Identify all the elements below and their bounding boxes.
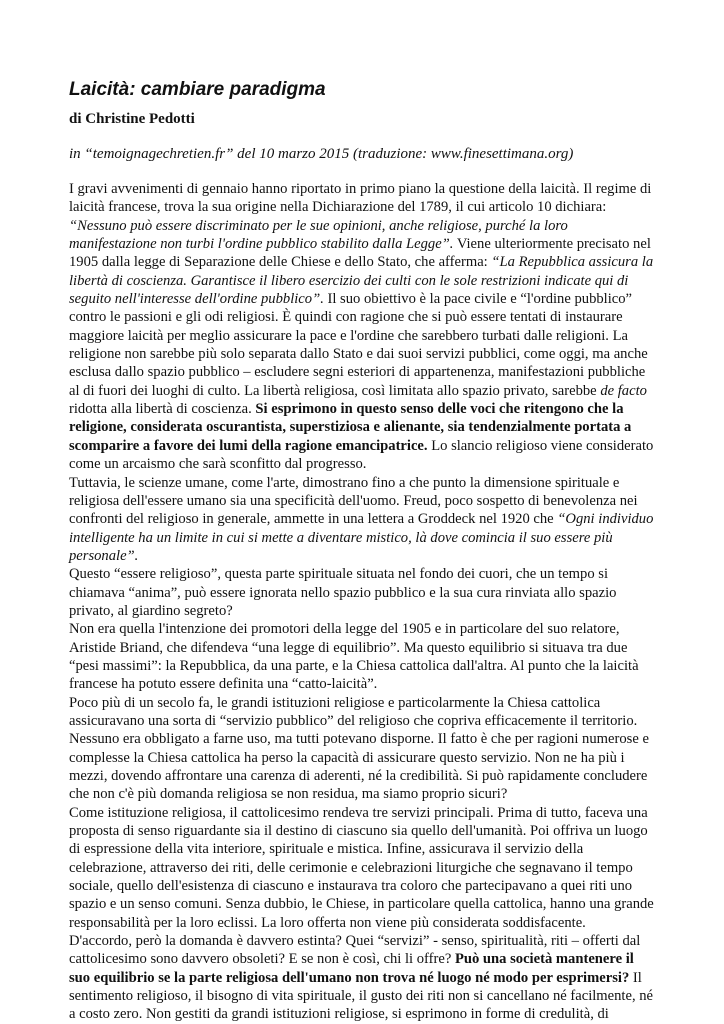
paragraph xyxy=(69,804,655,932)
body-text: Viene ulteriormente precisato nel 1905 dalla legge di Separazione delle Chiese e dello Stato, che afferma: xyxy=(69,236,651,271)
bold-text: Si esprimono in questo senso delle voci che ritengono che la religione, considerata oscurantista, superstiziosa e alienante, sia tendenzialmente portata a scomparire a favore dei lumi della ragione emancipatrice. xyxy=(69,401,632,454)
bold-text: Può una società mantenere il suo equilibrio se la parte religiosa dell'umano non trova né luogo né modo per esprimersi? xyxy=(69,951,634,986)
italic-text: “Nessuno può essere discriminato per le sue opinioni, anche religiose, purché la loro manifestazione non turbi l'ordine pubblico stabilito dalla Legge”. xyxy=(69,217,568,253)
body-text: ridotta alla libertà di coscienza. xyxy=(69,401,256,418)
italic-text: “Ogni individuo intelligente ha un limite in cui si mette a diventare mistico, là dove comincia il suo essere più personale”. xyxy=(69,511,654,564)
paragraph xyxy=(69,620,655,693)
paragraph xyxy=(69,474,655,566)
document-page xyxy=(69,78,655,1024)
body-text: Non era quella l'intenzione dei promotori della legge del 1905 e in particolare del suo relatore, Aristide Briand, che difendeva “una legge di equilibrio”. Ma questo equilibrio si situava tra due “pesi massimi”: la Repubblica, da una parte, e la Chiesa cattolica dall'altra. Al punto che la laicità francese ha potuto essere definita una “catto-laicità”. xyxy=(69,621,639,693)
paragraph xyxy=(69,694,655,804)
body-text: Tuttavia, le scienze umane, come l'arte, dimostrano fino a che punto la dimensione spirituale e religiosa dell'essere umano sia una specificità dell'uomo. Freud, poco sospetto di benevolenza nei confronti del religioso in generale, ammette in una lettera a Groddeck nel 1920 che xyxy=(69,474,638,528)
article-body xyxy=(69,180,655,1024)
body-text: Il suo obiettivo è la pace civile e “l'ordine pubblico” contro le passioni e gli odi religiosi. È quindi con ragione che si può essere tentati di instaurare maggiore laicità per meglio assicurare la pace e l'ordine che sarebbero turbati dalle religioni. La religione non sarebbe più solo separata dallo Stato e dai suoi servizi pubblici, come oggi, ma anche esclusa dallo spazio pubblico – escludere segni esteriori di appartenenza, manifestazioni pubbliche al di fuori dei luoghi di culto. La libertà religiosa, così limitata allo spazio privato, sarebbe xyxy=(69,291,648,399)
article-source: in “temoignagechretien.fr” del 10 marzo 2015 (traduzione: www.finesettimana.org) xyxy=(69,146,574,162)
body-text: D'accordo, però la domanda è davvero estinta? Quei “servizi” - senso, spiritualità, riti – offerti dal cattolicesimo sono davvero obsoleti? E se non è così, chi li offre? xyxy=(69,933,641,968)
body-text: Poco più di un secolo fa, le grandi istituzioni religiose e particolarmente la Chiesa cattolica assicuravano una sorta di “servizio pubblico” del religioso che copriva efficacemente il territorio. Nessuno era obbligato a farne uso, ma tutti potevano disporne. Il fatto è che per ragioni numerose e complesse la Chiesa cattolica ha perso la capacità di assicurare questo servizio. Non ne ha più i mezzi, dovendo affrontare una carenza di aderenti, né la credibilità. Si può rapidamente concludere che non c'è più domanda religiosa se non residua, ma siamo proprio sicuri? xyxy=(69,694,649,803)
article-author: di Christine Pedotti xyxy=(69,111,195,127)
body-text: Come istituzione religiosa, il cattolicesimo rendeva tre servizi principali. Prima di tutto, faceva una proposta di senso riguardante sia il destino di ciascuno sia quello dell'umanità. Poi offriva un luogo di espressione della vita interiore, spirituale e mistica. Infine, assicurava il servizio della celebrazione, attraverso dei riti, delle cerimonie e celebrazioni liturgiche che segnavano il tempo sociale, quello dell'esistenza di ciascuno e instaurava tra coloro che partecipavano a quei riti uno spazio e un senso comuni. Senza dubbio, le Chiese, in particolare quella cattolica, hanno una grande responsabilità per la loro eclissi. La loro offerta non viene più considerata soddisfacente. xyxy=(69,804,654,931)
italic-text: de facto xyxy=(600,382,647,399)
article-title: Laicità: cambiare paradigma xyxy=(69,79,326,100)
body-text: Lo slancio religioso viene considerato come un arcaismo che sarà sconfitto dal progresso. xyxy=(69,437,654,473)
paragraph xyxy=(69,565,655,620)
paragraph xyxy=(69,932,655,1024)
body-text: Questo “essere religioso”, questa parte spirituale situata nel fondo dei cuori, che un tempo si chiamava “anima”, può essere ignorata nello spazio pubblico e la sua cura rinviata allo spazio privato, al giardino segreto? xyxy=(69,566,617,619)
paragraph xyxy=(69,180,655,474)
body-text: I gravi avvenimenti di gennaio hanno riportato in primo piano la questione della laicità. Il regime di laicità francese, trova la sua origine nella Dichiarazione del 1789, il cui articolo 10 dichiara: xyxy=(69,181,652,216)
italic-text: “La Repubblica assicura la libertà di coscienza. Garantisce il libero esercizio dei culti con le sole restrizioni indicate qui di seguito nell'interesse dell'ordine pubblico”. xyxy=(69,254,654,308)
body-text: Il sentimento religioso, il bisogno di vita spirituale, il gusto dei riti non si cancellano né facilmente, né a costo zero. Non gestiti da grandi istituzioni religiose, si esprimono in forme di credulità, di xyxy=(69,969,654,1023)
